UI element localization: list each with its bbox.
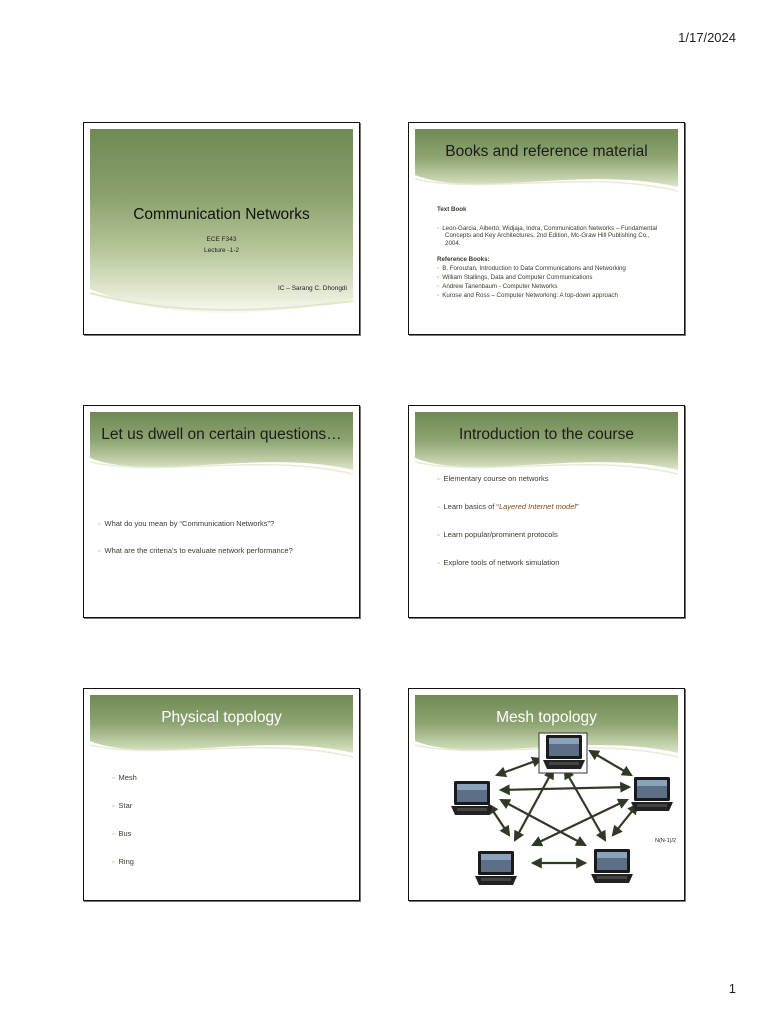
slide-header xyxy=(415,412,678,476)
mesh-link xyxy=(565,770,605,840)
topology-bullet: ▫ Mesh xyxy=(112,773,137,782)
reference-item: ▫ B. Forouzan, Introduction to Data Communications and Networking xyxy=(437,265,626,272)
mesh-link xyxy=(489,805,509,835)
lecture-number: Lecture -1-2 xyxy=(203,247,240,254)
text-book-entry: ▫ Leon-Garcia, Alberto; Widjaja, Indra, Communication Networks – Fundamental Concepts and Key Architectures, 2nd Edition, Mc-Graw Hill Publishing Co., 2004. xyxy=(437,225,658,247)
laptop-icon xyxy=(631,777,673,811)
slide-5 xyxy=(83,688,360,901)
question-bullet: ▫ What do you mean by “Communication Networks”? xyxy=(98,519,275,528)
slide-header xyxy=(90,695,353,759)
slide-4 xyxy=(408,405,685,618)
question-text: What are the criteria’s to evaluate network performance? xyxy=(104,546,293,555)
question-bullet: ▫ What are the criteria’s to evaluate network performance? xyxy=(98,546,293,555)
slide-3 xyxy=(83,405,360,618)
slide-title: Introduction to the course xyxy=(459,426,634,443)
reference-heading: Reference Books: xyxy=(437,256,490,263)
slide-title: Let us dwell on certain questions… xyxy=(101,426,342,443)
laptop-icon xyxy=(591,849,633,883)
reference-item: ▫ Kurose and Ross – Computer Networking: A top-down approach xyxy=(437,292,618,299)
page-date: 1/17/2024 xyxy=(678,30,736,45)
topology-text: Mesh xyxy=(118,773,137,782)
course-bullet: ▫ Learn basics of “Layered Internet model” xyxy=(437,502,579,511)
emphasis-text: Layered Internet model xyxy=(498,502,577,511)
text-book-text: Leon-Garcia, Alberto; Widjaja, Indra, Communication Networks – Fundamental Concepts and Key Architectures, 2nd Edition, Mc-Graw Hill Publishing Co., 2004. xyxy=(442,225,658,247)
mesh-diagram xyxy=(415,695,679,895)
topology-text: Bus xyxy=(118,829,132,838)
topology-text: Star xyxy=(118,801,133,810)
slide-header xyxy=(415,129,678,193)
slide-6 xyxy=(408,688,685,901)
mesh-link xyxy=(497,759,541,775)
topology-bullet: ▫ Ring xyxy=(112,857,134,866)
mesh-link xyxy=(613,805,637,835)
laptop-icon xyxy=(451,781,493,815)
text-book-heading: Text Book xyxy=(437,206,467,213)
course-bullet-text: Learn basics of “ xyxy=(443,502,499,511)
mesh-link xyxy=(501,787,629,790)
mesh-link xyxy=(501,800,585,845)
page-number: 1 xyxy=(728,981,736,996)
course-bullet: ▫ Learn popular/prominent protocols xyxy=(437,530,558,539)
laptop-icon xyxy=(475,851,517,885)
slide-title: Physical topology xyxy=(161,709,282,726)
mesh-link xyxy=(515,770,553,840)
reference-text: Andrew Tanenbaum - Computer Networks xyxy=(442,283,558,290)
reference-text: Kurose and Ross – Computer Networking: A top-down approach xyxy=(442,292,618,299)
link-count-formula: N(N-1)/2 xyxy=(655,838,677,844)
course-bullet-text: Learn popular/prominent protocols xyxy=(443,530,558,539)
mesh-link xyxy=(590,751,631,775)
question-text: What do you mean by “Communication Networks”? xyxy=(104,519,275,528)
reference-text: B. Forouzan, Introduction to Data Communications and Networking xyxy=(442,265,626,272)
course-bullet-text: Explore tools of network simulation xyxy=(443,558,560,567)
slide-title: Mesh topology xyxy=(496,709,597,726)
topology-text: Ring xyxy=(118,857,134,866)
course-bullet: ▫ Explore tools of network simulation xyxy=(437,558,560,567)
slide-1 xyxy=(83,122,360,335)
course-bullet-text: ” xyxy=(576,502,579,511)
slide-title: Communication Networks xyxy=(133,206,310,223)
course-bullet: ▫ Elementary course on networks xyxy=(437,474,549,483)
reference-item: ▫ Andrew Tanenbaum - Computer Networks xyxy=(437,283,558,290)
reference-item: ▫ William Stallings, Data and Computer Communications xyxy=(437,274,593,281)
topology-bullet: ▫ Bus xyxy=(112,829,132,838)
topology-bullet: ▫ Star xyxy=(112,801,133,810)
mesh-link xyxy=(533,800,627,845)
course-bullet-text: Elementary course on networks xyxy=(443,474,549,483)
slide-2 xyxy=(408,122,685,335)
course-code: ECE F343 xyxy=(206,236,237,243)
slide-title: Books and reference material xyxy=(445,143,648,160)
slide-header xyxy=(90,412,353,476)
laptop-icon xyxy=(543,735,585,769)
reference-text: William Stallings, Data and Computer Communications xyxy=(442,274,593,281)
author: IC – Sarang C. Dhongdi xyxy=(277,285,347,292)
